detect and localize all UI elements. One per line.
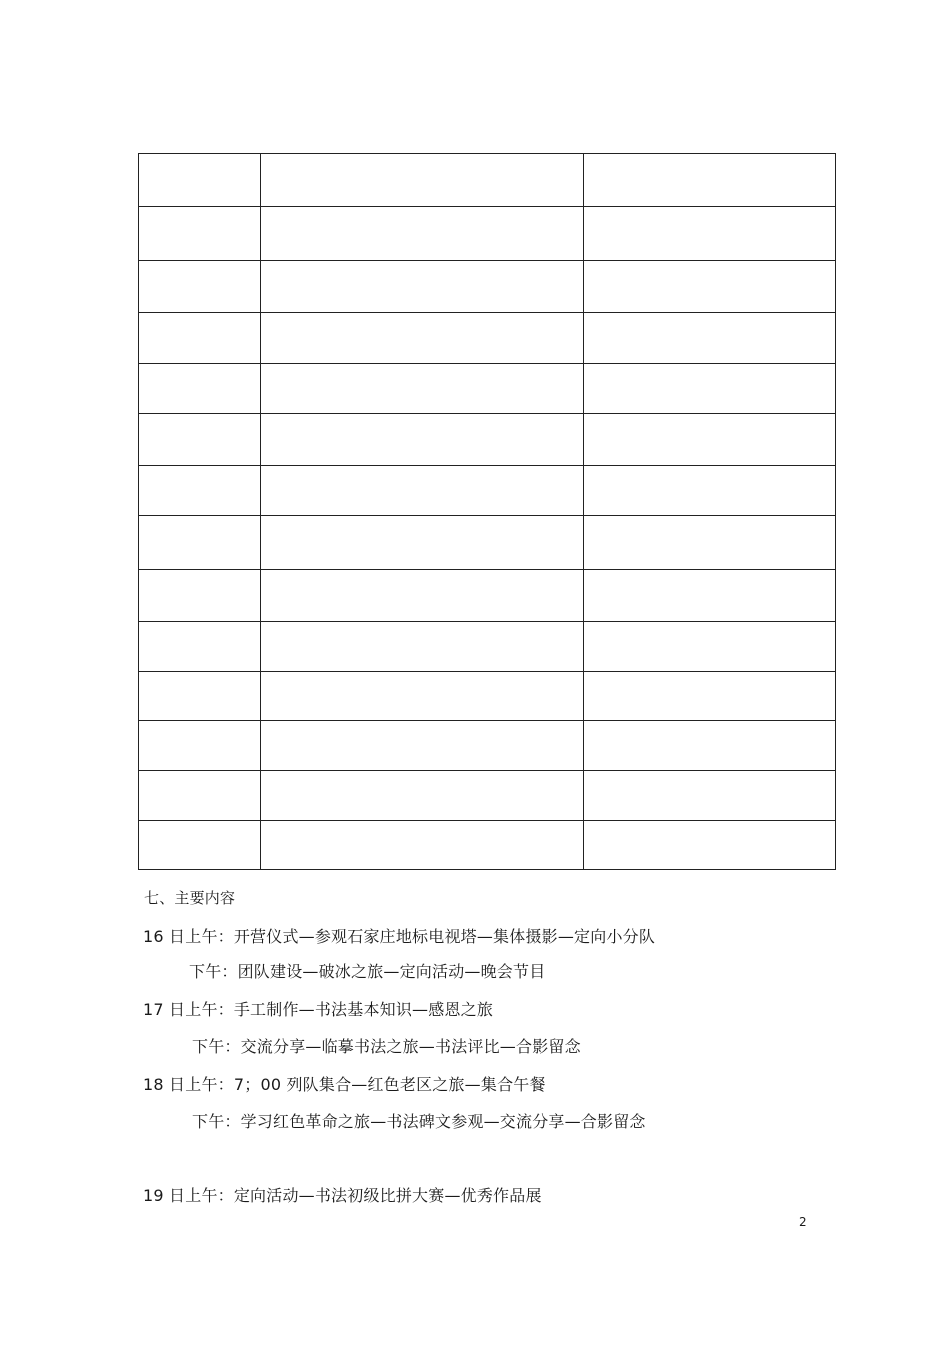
- schedule-line: [192, 1112, 646, 1132]
- schedule-line: [143, 1186, 542, 1206]
- table-row: [139, 414, 836, 466]
- schedule-day-label: 16 日上午：: [143, 927, 234, 946]
- table-row: [139, 821, 836, 870]
- schedule-day-label: 下午：: [192, 1037, 241, 1056]
- table-row: [139, 570, 836, 622]
- table-row: [139, 672, 836, 721]
- schedule-line: [143, 927, 655, 947]
- table-row: [139, 466, 836, 516]
- table-row: [139, 261, 836, 313]
- schedule-line: [143, 1075, 546, 1095]
- schedule-day-label: 19 日上午：: [143, 1186, 234, 1205]
- table-row: [139, 622, 836, 672]
- section-heading: 七、主要内容: [144, 889, 236, 907]
- schedule-line: [143, 1000, 493, 1020]
- schedule-content: 学习红色革命之旅—书法碑文参观—交流分享—合影留念: [240, 1112, 646, 1131]
- schedule-day-label: 下午：: [189, 962, 238, 981]
- schedule-content: 团队建设—破冰之旅—定向活动—晚会节目: [237, 962, 546, 981]
- blank-table: [138, 153, 836, 870]
- schedule-day-label: 下午：: [192, 1112, 241, 1131]
- table-row: [139, 207, 836, 261]
- schedule-content: 开营仪式—参观石家庄地标电视塔—集体摄影—定向小分队: [233, 927, 656, 946]
- table-row: [139, 313, 836, 364]
- schedule-content: 交流分享—临摹书法之旅—书法评比—合影留念: [240, 1037, 581, 1056]
- schedule-content: 7；00 列队集合—红色老区之旅—集合午餐: [233, 1075, 546, 1094]
- table-row: [139, 771, 836, 821]
- table-row: [139, 364, 836, 414]
- schedule-day-label: 17 日上午：: [143, 1000, 234, 1019]
- table-row: [139, 516, 836, 570]
- table-row: [139, 154, 836, 207]
- schedule-content: 手工制作—书法基本知识—感恩之旅: [233, 1000, 494, 1019]
- schedule-day-label: 18 日上午：: [143, 1075, 234, 1094]
- table-row: [139, 721, 836, 771]
- schedule-line: [189, 962, 545, 982]
- page-number: 2: [799, 1215, 807, 1229]
- schedule-line: [192, 1037, 581, 1057]
- schedule-content: 定向活动—书法初级比拼大赛—优秀作品展: [233, 1186, 542, 1205]
